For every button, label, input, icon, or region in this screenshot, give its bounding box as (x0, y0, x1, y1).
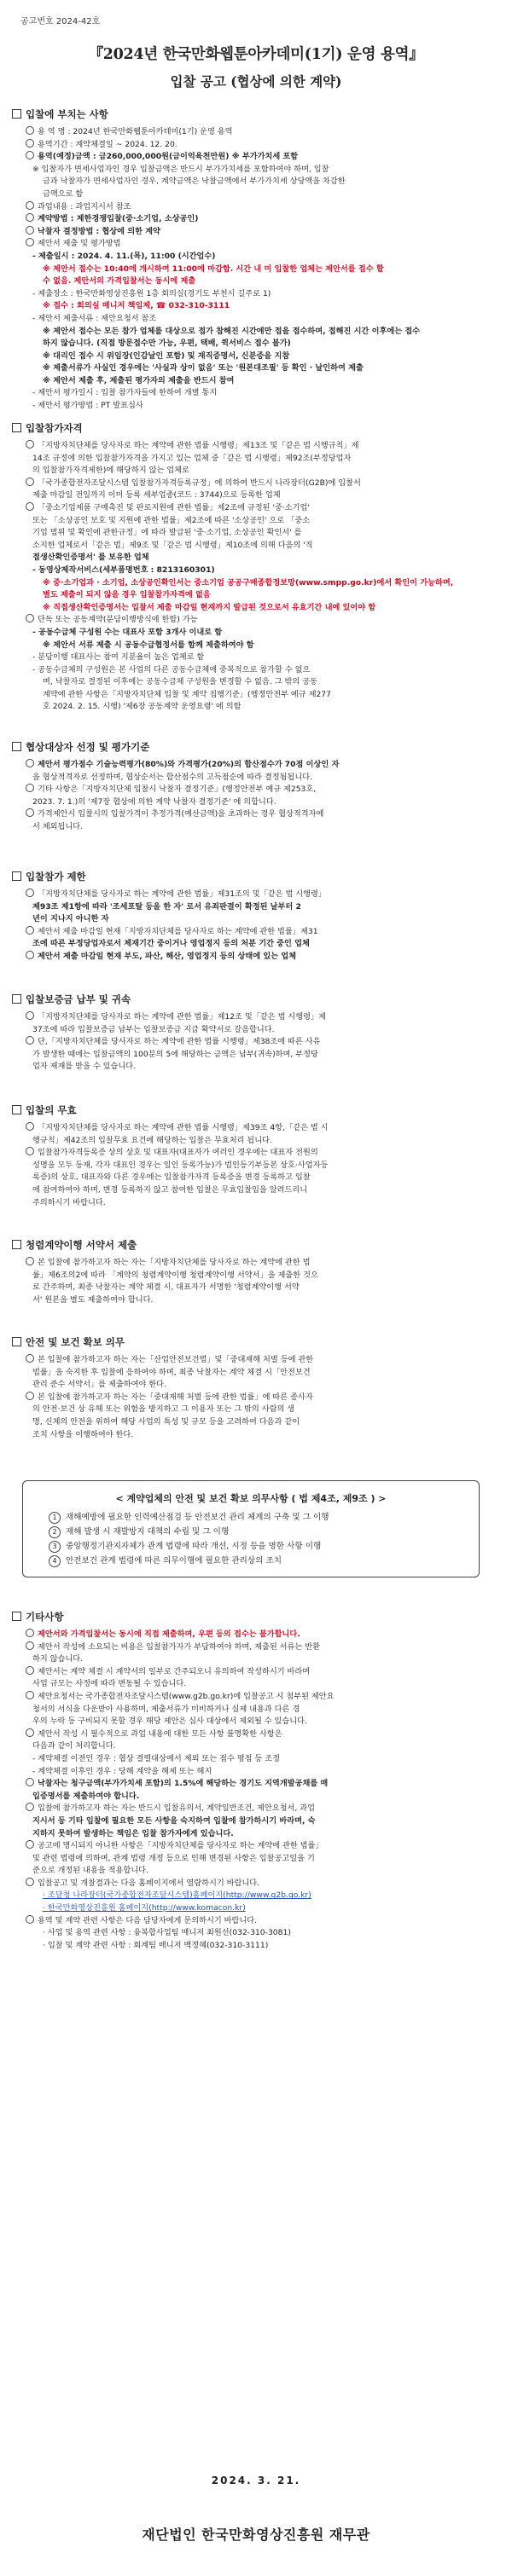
line: - 분담이행 대표사는 참여 지분율이 높은 업체로 함 (32, 652, 205, 663)
section-title: 협상대상자 선정 및 평가기준 (26, 741, 150, 753)
line: ※ 제안서 접수는 모든 참가 업체를 대상으로 접가 참해진 시간에만 접을 접수하며, 접해진 시간 이후에는 접수 (43, 326, 421, 336)
line: 소지한 업체로서「같은 법」제9조 및「같은 법 시행령」제10조에 의해 다음의 '직 (32, 540, 313, 550)
line: 지시서 등 기타 입찰에 필요한 모든 사항을 숙지하여 입찰에 참가하시기 바라며, 숙 (32, 1815, 316, 1826)
circle-bullet-icon (26, 226, 34, 234)
circle-bullet-icon (26, 926, 34, 935)
line: 을 협상적격자로 선정하며, 협상순서는 합산점수의 고득점순에 따라 결정됨됩니다. (32, 772, 313, 782)
link-g2b[interactable]: · 조달청 나라장터(국가종합전자조달시스템)홈페이지(http://www.g2b.go.kr) (43, 1890, 311, 1901)
line: 제안서 작성에 소요되는 비용은 입찰참가자가 부담하여야 하며, 제출된 서류는 반환 (12, 1641, 500, 1654)
line: 「지방자치단체를 당사자로 하는 계약에 관한 법률」제31조의 및「같은 법 시행령」 (12, 889, 500, 901)
circle-bullet-icon (26, 784, 34, 792)
line: 본 입찰에 참가하고자 하는 자는「지방자치단체를 당사자로 하는 계약에 관한 법 (12, 1257, 500, 1270)
section-box-icon (12, 1240, 21, 1249)
line: 제안서 제출 및 평가방법 (12, 238, 500, 251)
line: 사업 규모는 사정에 따라 변동될 수 있습니다. (32, 1679, 187, 1689)
line: - 제안서 평가방법 : PT 발표심사 (32, 401, 143, 411)
line: 계약에 관한 사항은「지방자치단체 입찰 및 계약 집행기준」(행정안전부 예규 제277 (43, 689, 331, 699)
circle-bullet-icon (26, 139, 34, 148)
line: 행규칙」제42조의 입찰무효 요건에 해당하는 입찰은 무효처리 됩니다. (32, 1135, 272, 1145)
line: 기업 범위 및 확인에 관한규정」에 따라 발급된 '중·소기업, 소상공인 확인서' 를 (32, 528, 302, 538)
line: 낙찰자는 청구금액(부가가치세 포함)의 1.5%에 해당하는 경기도 지역개발공채를 매 (12, 1778, 500, 1791)
line: 로 간주하며, 최종 낙찰자는 계약 체결 시, 대표자가 서명한 '청렴계약이행 서약 (32, 1282, 300, 1293)
line: 제93조 제1항에 따라 '조세포탈 등을 한 자' 로서 유죄판결이 확정된 날부터 2 (32, 901, 301, 912)
notice-title: 『2024년 한국만화웹툰아카데미(1기) 운영 용역』 (88, 46, 424, 63)
circle-bullet-icon (26, 614, 34, 622)
line: ※ 제안서 접수는 10:40에 개시하여 11:00에 마감함. 시간 내 미 입찰한 업체는 제안서를 접수 할 (43, 263, 384, 274)
line: 록증)의 상호, 대표자와 다른 경우에는 입찰참가자격 등록증을 변경 등록하고 입찰 (32, 1172, 311, 1183)
section-invalid-bid (12, 1103, 500, 1209)
section-integrity-pledge (12, 1238, 500, 1306)
section-box-icon (12, 1612, 21, 1621)
line: 하지 않습니다. (직접 방문접수만 가능, 우편, 택배, 퀵서비스 접수 불가) (43, 339, 291, 349)
line: 제안서와 가격입찰서는 동시에 직접 제출하며, 우편 등의 접수는 불가합니다. (12, 1629, 500, 1641)
box-item: 1 재해예방에 필요한 인력예산점검 등 안전보건 관리 체계의 구축 및 그 이행 (23, 1510, 479, 1525)
section-box-icon (12, 1105, 21, 1114)
line: 용역 및 계약 관련 사항은 다음 담당자에게 문의하시기 바랍니다. (12, 1915, 500, 1928)
circle-bullet-icon (26, 1666, 34, 1675)
circle-bullet-icon (26, 1147, 34, 1155)
line: 지하지 못하여 발생하는 책임은 입찰 참가자에게 있습니다. (32, 1828, 234, 1838)
section-safety-health (12, 1335, 500, 1441)
line: ※ 접수 : 회의실 매니저 책임제, ☎ 032-310-3111 (43, 301, 230, 311)
line: 의 안전·보건 상 유해 또는 위험을 방지하고 그 이용자 또는 그 밖의 사람의 생 (32, 1404, 295, 1415)
line: 가 발생한 때에는 입찰금액의 100분의 5에 해당하는 금액은 납부(귀속)하며, 부정당 (32, 1049, 318, 1059)
safety-obligations-box (22, 1480, 480, 1577)
section-title: 입찰에 부치는 사항 (26, 108, 108, 120)
section-title: 입찰보증금 납부 및 귀속 (26, 993, 131, 1005)
circle-bullet-icon (26, 759, 34, 767)
circle-bullet-icon (26, 951, 34, 959)
line: · 사업 및 용역 관련 사항 : 융복합사업팀 매니저 최원선(032-310-3081) (43, 1928, 291, 1938)
box-item: 4 안전보건 관계 법령에 따른 의무이행에 필요한 관리상의 조치 (23, 1554, 479, 1568)
number-3-icon: 3 (49, 1541, 61, 1553)
section-restrictions (12, 870, 500, 964)
line: 의 입찰참가자격제한)에 해당하지 않는 업체로 (32, 466, 189, 476)
line: 률」제6조의2에 따라 「계약의 청렴계약이행 청렴계약이행 서약서」을 제출한 것으 (32, 1270, 318, 1280)
notice-date: 2024. 3. 21. (211, 2475, 301, 2486)
line: - 계약체결 이전인 경우 : 협상 결렬대상에서 제외 또는 점수 평점 등 조정 (32, 1753, 280, 1763)
line: 입찰공고 및 개찰결과는 다음 홈페이지에서 열람하시기 바랍니다. (12, 1878, 500, 1890)
line: 접생산확인증명서' 를 보유한 업체 (32, 553, 149, 563)
line: 제안서 제출 마감일 현재 부도, 파산, 해산, 영업정지 등의 상태에 있는 업체 (12, 951, 500, 964)
line: 입증명서를 제출하여야 합니다. (32, 1791, 140, 1801)
section-box-icon (12, 742, 21, 751)
line: 계약방법 : 제한경쟁입찰(중·소기업, 소상공인) (12, 213, 500, 226)
line: - 공동수급체 구성원 수는 대표사 포함 3개사 이내로 함 (32, 627, 223, 637)
section-bid-items (12, 107, 500, 413)
line: ※ 제안서 서류 제출 시 공동수급협정서를 함께 제출하여야 함 (43, 640, 254, 650)
line: 공고에 명시되지 아니한 사항은「지방자치단체를 당사자로 하는 계약에 관한 법률」 (12, 1840, 500, 1853)
line: 단,「지방자치단체를 당사자로 하는 계약에 관한 법률 시행령」제38조에 따른 사유 (12, 1036, 500, 1049)
line: 용역기간 : 계약체결일 ~ 2024. 12. 20. (12, 139, 500, 152)
section-selection-criteria (12, 740, 500, 834)
line: 14조 규정에 의한 입찰참가자격을 가지고 있는 업체 중「같은 법 시행령」제92조(부정당업자 (32, 453, 352, 463)
circle-bullet-icon (26, 478, 34, 486)
section-box-icon (12, 994, 21, 1004)
circle-bullet-icon (26, 1036, 34, 1045)
line: 기타 사항은「지방자치단체 입찰시 낙찰자 결정기준」(행정안전부 예규 제253호, (12, 784, 500, 796)
circle-bullet-icon (26, 1122, 34, 1131)
line: ※ 입찰자가 면세사업자인 경우 입찰금액은 반드시 부가가치세를 포함하여야 하며, 입찰 (32, 164, 329, 174)
line: 본 입찰에 참가하고자 하는 자는「산업안전보건법」및「중대재해 처벌 등에 관한 (12, 1354, 500, 1367)
circle-bullet-icon (26, 1778, 34, 1786)
line: ※ 직접생산확인증명서는 입찰서 제출 마감일 현재까지 발급된 것으로서 유효기간 내에 있어야 함 (43, 602, 376, 612)
line: 입찰참가자격등록증 상의 상호 및 대표자(대표자가 여러인 경우에는 대표자 전원의 (12, 1147, 500, 1160)
circle-bullet-icon (26, 126, 34, 135)
line: 조치 사항을 이행하여야 한다. (32, 1429, 134, 1439)
line: - 제안서 평가일시 : 입찰 참가자들에 한하여 개별 통지 (32, 388, 218, 398)
circle-bullet-icon (26, 1915, 34, 1924)
line: 「지방자치단체를 당사자로 하는 계약에 관한 법률 시행령」제13조 및「같은 법 시행규칙」제 (12, 440, 500, 453)
section-title: 입찰참가자격 (26, 422, 83, 434)
line: 년이 지나지 아니한 자 (32, 914, 109, 924)
line: ※ 중·소기업과 · 소기업, 소상공인확인서는 중소기업 공공구매종합정보망(www.smpp.go.kr)에서 확인이 가능하며, (43, 577, 454, 588)
section-bid-deposit (12, 993, 500, 1074)
line: - 계약체결 이후인 경우 : 당해 계약을 해제 또는 해지 (32, 1766, 212, 1776)
section-title: 안전 및 보건 확보 의무 (26, 1336, 125, 1348)
line: - 공동수급체의 구성원은 본 사업의 다른 공동수급체에 중복적으로 참가할 수 없으 (32, 664, 311, 674)
line: 며, 낙찰자로 결정된 이후에는 공동수급체 구성원을 변경할 수 없음. 그 밖의 공동 (43, 677, 317, 687)
line: 서 제외됩니다. (32, 821, 84, 831)
line: ※ 대리인 접수 시 위임장(인감날인 포함) 및 재직증명서, 신분증을 지참 (43, 350, 290, 361)
circle-bullet-icon (26, 1878, 34, 1886)
line: 입찰에 참가하고자 하는 자는 반드시 입찰유의서, 계약일반조건, 제안요청서, 과업 (12, 1803, 500, 1815)
notice-number: 공고번호 2024-42호 (20, 17, 101, 26)
circle-bullet-icon (26, 1641, 34, 1650)
line: 제안요청서는 국가종합전자조달시스템(www.g2b.go.kr)에 입찰공고 시 첨부된 제안요 (12, 1691, 500, 1704)
line: 에 참여하여야 하며, 변경 등록하지 않고 참여한 입찰은 무효입찰임을 알려드리니 (32, 1184, 308, 1195)
line: 가격제안시 입찰시의 입찰가격이 추정가격(예산금액)을 초과하는 경우 협상적격자에 (12, 808, 500, 821)
section-others (12, 1610, 500, 1952)
issuer-name: 재단법인 한국만화영상진흥원 재무관 (142, 2527, 370, 2543)
line: 본 입찰에 참가하고자 하는 자는「중대재해 처벌 등에 관한 법률」에 따른 종사자 (12, 1392, 500, 1404)
circle-bullet-icon (26, 1728, 34, 1737)
section-title: 청렴계약이행 서약서 제출 (26, 1239, 137, 1251)
line: 「지방자치단체를 당사자로 하는 계약에 관한 법률」제12조 및「같은 법 시행령」제 (12, 1011, 500, 1024)
box-title: < 계약업체의 안전 및 보건 확보 의무사항 ( 법 제4조, 제9조 ) > (115, 1493, 387, 1504)
line: 청서의 서식을 다운받아 사용하며, 제출서류가 미비하거나 실제 내용과 다른 경 (32, 1704, 300, 1714)
line: 2023. 7. 1.)의 '제7장 협상에 의한 계약 낙찰자 결정기준' 에 의합니다. (32, 796, 276, 807)
line: 37조에 따라 입찰보증금 납부는 입찰보증금 지급 확약서로 갈음합니다. (32, 1024, 275, 1034)
line: 금액으로 함 (43, 188, 84, 199)
section-title: 입찰참가 제한 (26, 871, 86, 883)
line: 우의 누락 등 구비되지 못할 경우 해당 제안은 심사 대상에서 제외될 수 있습니다. (32, 1716, 307, 1727)
line: 용 역 명 : 2024년 한국만화웹툰아카데미(1기) 운영 용역 (12, 126, 500, 139)
section-box-icon (12, 423, 21, 432)
circle-bullet-icon (26, 808, 34, 817)
section-box-icon (12, 871, 21, 881)
line: 용역(예정)금액 : 금260,000,000원(금이억육천만원) ※ 부가가치세 포함 (12, 151, 500, 164)
section-title: 입찰의 무효 (26, 1104, 77, 1116)
line: - 동영상제작서비스(세부품명번호 : 8213160301) (32, 564, 215, 575)
line: 호 2024. 2. 15. 시행) '제6장 공동계약 운영요령' 에 의함 (43, 702, 241, 712)
circle-bullet-icon (26, 502, 34, 511)
line: 법률」을 숙지한 후 입찰에 응하여야 하며, 최종 낙찰자는 계약 체결 시「안전보건 (32, 1367, 311, 1377)
line: 준으로 개정된 내용을 적용합니다. (32, 1866, 148, 1876)
line: 조에 따른 부정당업자로서 제재기간 중이거나 영업정지 등의 처분 기간 중인 업체 (32, 939, 310, 949)
box-item: 3 중앙행정기관지자체가 관계 법령에 따라 개선, 시정 등을 명한 사항 이행 (23, 1539, 479, 1554)
circle-bullet-icon (26, 1840, 34, 1849)
circle-bullet-icon (26, 1011, 34, 1020)
circle-bullet-icon (26, 1691, 34, 1699)
line: 관리 준수 서약서」를 제출하여야 한다. (32, 1380, 166, 1390)
section-box-icon (12, 109, 21, 119)
line: 업자 제재를 받을 수 있습니다. (32, 1062, 137, 1072)
line: 제안서 평가점수 기술능력평가(80%)와 가격평가(20%)의 합산점수가 70점 이상인 자 (12, 759, 500, 772)
circle-bullet-icon (26, 1392, 34, 1400)
line: 하지 않습니다. (32, 1654, 84, 1664)
notice-subtitle: 입찰 공고 (협상에 의한 계약) (170, 73, 342, 90)
line: ※ 제출서류가 사실인 경우에는 '사실과 상이 없음' 또는 '원본대조필' 등 확인 · 날인하여 제출 (43, 363, 364, 373)
number-1-icon: 1 (49, 1512, 61, 1524)
line: 제출 마감일 전일까지 이미 등록 세부업종(코드 : 3744)으로 등록한 업체 (32, 490, 281, 501)
line: 주의하시기 바랍니다. (32, 1197, 106, 1207)
line: 및 관련 법령에 의하며, 관계 법령 개정 등으로 인해 변경된 사항은 입찰공고일을 기 (32, 1853, 315, 1863)
line: 서' 원본을 별도 제출하여야 합니다. (32, 1294, 154, 1305)
circle-bullet-icon (26, 238, 34, 246)
line: 또는 「소상공인 보호 및 지원에 관한 법률」제2조에 따른 '소상공인' 으로 「중소 (32, 515, 311, 525)
line: 별도 제출이 되지 않을 경우 입찰참가자격에 없음 (43, 590, 211, 600)
circle-bullet-icon (26, 440, 34, 449)
line: · 입찰 및 계약 관련 사항 : 회계팀 매니저 백정혜(032-310-3111) (43, 1940, 269, 1950)
line: 성명을 모두 등재, 각자 대표인 경우는 일인 등록가능)가 법인등기부등본 상호·사업자등 (32, 1160, 329, 1170)
line: 낙찰자 결정방법 : 협상에 의한 계약 (12, 226, 500, 239)
line: - 제출일시 : 2024. 4. 11.(목), 11:00 (시간엄수) (32, 251, 216, 261)
circle-bullet-icon (26, 1803, 34, 1811)
circle-bullet-icon (26, 201, 34, 210)
line: 「중소기업제품 구매촉진 및 판로지원에 관한 법률」제2조에 규정된 '중·소기업' (12, 502, 500, 515)
line: 단독 또는 공동계약(분담이행방식에 한함) 가능 (12, 614, 500, 627)
section-title: 기타사항 (26, 1611, 64, 1623)
number-4-icon: 4 (49, 1555, 61, 1567)
link-komacon[interactable]: · 한국만화영상진흥원 홈페이지(http://www.komacon.kr) (43, 1903, 246, 1913)
box-item: 2 재해 발생 시 재발방지 대책의 수립 및 그 이행 (23, 1525, 479, 1539)
number-2-icon: 2 (49, 1526, 61, 1538)
line: ※ 제안서 제출 후, 제출된 평가자의 제출을 반드시 참여 (43, 375, 235, 385)
line: 제안서는 계약 체결 시 계약서의 일부로 간주되오니 유의하여 작성하시기 바라며 (12, 1666, 500, 1679)
line: 명, 신체의 안전을 위하여 해당 사업의 특성 및 규모 등을 고려하여 다음과 같이 (32, 1416, 300, 1427)
line: 금과 낙찰자가 면세사업자인 경우, 계약금액은 낙찰금액에서 부가가치세 상당액을 차감한 (43, 177, 346, 187)
circle-bullet-icon (26, 1257, 34, 1265)
section-eligibility (12, 421, 500, 714)
line: 「국가종합전자조달시스템 입찰참가자격등록규정」에 의하여 반드시 나라장터(G2B)에 입찰서 (12, 478, 500, 490)
circle-bullet-icon (26, 1629, 34, 1637)
circle-bullet-icon (26, 213, 34, 222)
line: 「지방자치단체를 당사자로 하는 계약에 관한 법률 시행령」제39조 4항,「같은 법 시 (12, 1122, 500, 1135)
line: 다음과 같이 처리합니다. (32, 1741, 116, 1751)
section-box-icon (12, 1337, 21, 1346)
line: - 제출장소 : 한국만화영상진흥원 1층 회의실(경기도 부천시 길주로 1) (32, 288, 271, 298)
line: 과업내용 : 과업지시서 참조 (12, 201, 500, 214)
line: - 제안서 제출서류 : 제안요청서 참조 (32, 313, 157, 323)
line: 제안서 제출 마감일 현재「지방자치단체를 당사자로 하는 계약에 관한 법률」제31 (12, 926, 500, 939)
line: 제안서 작성 시 필수적으로 과업 내용에 대한 모든 사항 불명확한 사항은 (12, 1728, 500, 1741)
circle-bullet-icon (26, 1354, 34, 1363)
line: 수 없음. 제안서의 가격입찰서는 동시에 제출 (43, 276, 196, 287)
circle-bullet-icon (26, 151, 34, 159)
circle-bullet-icon (26, 889, 34, 897)
